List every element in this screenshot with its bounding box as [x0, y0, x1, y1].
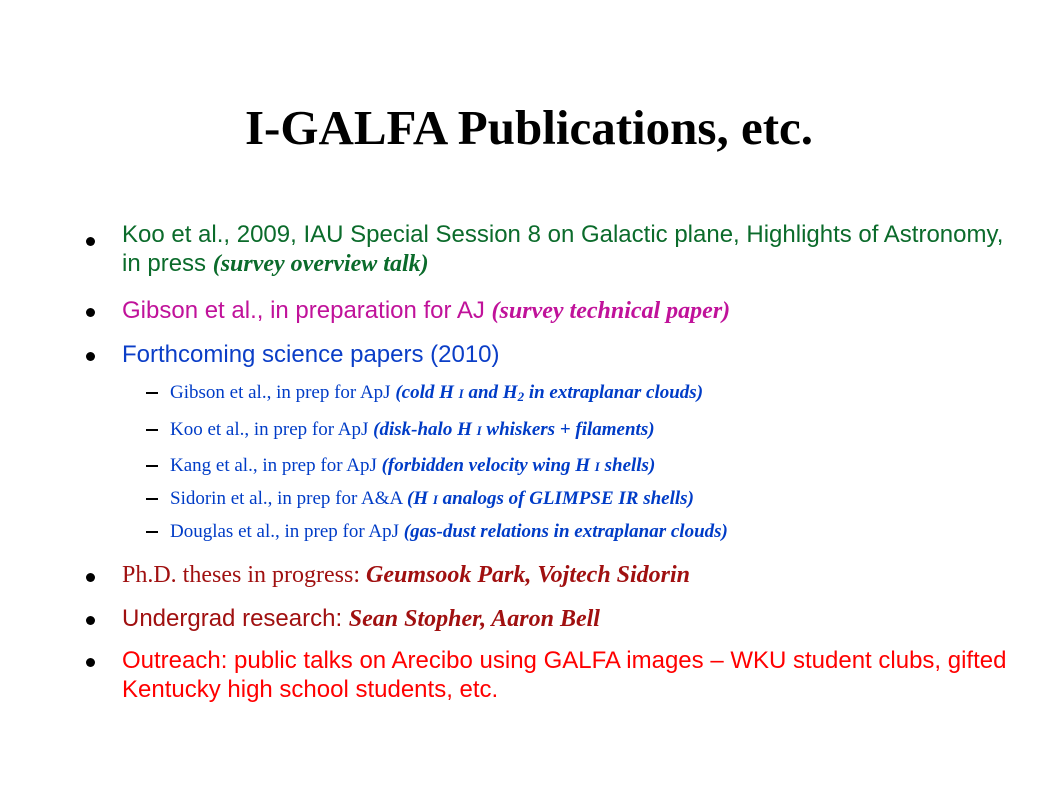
sub-bullet-item — [170, 418, 1030, 443]
bullet-text: Ph.D. theses in progress: — [122, 562, 366, 588]
small-caps-text: I — [432, 492, 438, 507]
bullet-item — [122, 561, 1022, 590]
sub-bullet-italic: whiskers + filaments) — [481, 419, 655, 440]
subscript-text: 2 — [517, 389, 525, 404]
small-caps-text: I — [594, 459, 600, 474]
bullet-dot-icon — [86, 352, 95, 361]
sub-bullet-italic: (disk-halo H — [373, 419, 477, 440]
sub-bullet-italic: (forbidden velocity wing H — [381, 455, 595, 476]
bullet-dot-icon — [86, 573, 95, 582]
sub-bullet-italic: in extraplanar clouds) — [524, 382, 704, 403]
sub-bullet-item — [170, 487, 1030, 512]
bullet-item — [122, 604, 1022, 634]
small-caps-text: I — [476, 423, 482, 438]
sub-bullet-italic: and H — [463, 382, 518, 403]
bullet-dot-icon — [86, 237, 95, 246]
sub-bullet-text: Douglas et al., in prep for ApJ — [170, 521, 404, 542]
bullet-italic: Sean Stopher, Aaron Bell — [348, 606, 600, 632]
bullet-italic: (survey overview talk) — [212, 251, 429, 277]
dash-icon — [146, 498, 158, 500]
sub-bullet-item — [170, 520, 1030, 544]
bullet-dot-icon — [86, 616, 95, 625]
bullet-italic: Geumsook Park, Vojtech Sidorin — [365, 562, 691, 588]
sub-bullet-text: Koo et al., in prep for ApJ — [170, 419, 374, 440]
bullet-dot-icon — [86, 308, 95, 317]
slide-title: I-GALFA Publications, etc. — [244, 100, 814, 155]
bullet-italic: (survey technical paper) — [491, 298, 731, 324]
sub-bullet-text: Gibson et al., in prep for ApJ — [170, 382, 396, 403]
bullet-text: Gibson et al., in preparation for AJ — [122, 297, 492, 324]
bullet-item — [122, 220, 1022, 279]
bullet-text: Outreach: public talks on Arecibo using GALFA images – WKU student clubs, gifted Kentucky high school students, etc. — [122, 647, 1007, 703]
bullet-text: Koo et al., 2009, IAU Special Session 8 on Galactic plane, Highlights of Astronomy, in press — [122, 221, 1004, 277]
dash-icon — [146, 429, 158, 431]
sub-bullet-italic: shells) — [599, 455, 656, 476]
sub-bullet-item — [170, 381, 1030, 409]
bullet-item — [122, 340, 1022, 369]
sub-bullet-italic: analogs of GLIMPSE IR shells) — [437, 488, 694, 509]
bullet-dot-icon — [86, 658, 95, 667]
dash-icon — [146, 465, 158, 467]
dash-icon — [146, 392, 158, 394]
sub-bullet-text: Kang et al., in prep for ApJ — [170, 455, 382, 476]
dash-icon — [146, 531, 158, 533]
sub-bullet-italic: (cold H — [395, 382, 459, 403]
sub-bullet-italic: (H — [406, 488, 433, 509]
sub-bullet-italic: (gas-dust relations in extraplanar clouds) — [403, 521, 728, 542]
sub-bullet-item — [170, 454, 1030, 479]
small-caps-text: I — [458, 386, 464, 401]
sub-bullet-text: Sidorin et al., in prep for A&A — [170, 488, 407, 509]
bullet-item — [122, 646, 1022, 704]
bullet-item — [122, 296, 1022, 326]
bullet-text: Undergrad research: — [122, 605, 349, 632]
bullet-text: Forthcoming science papers (2010) — [122, 341, 500, 368]
